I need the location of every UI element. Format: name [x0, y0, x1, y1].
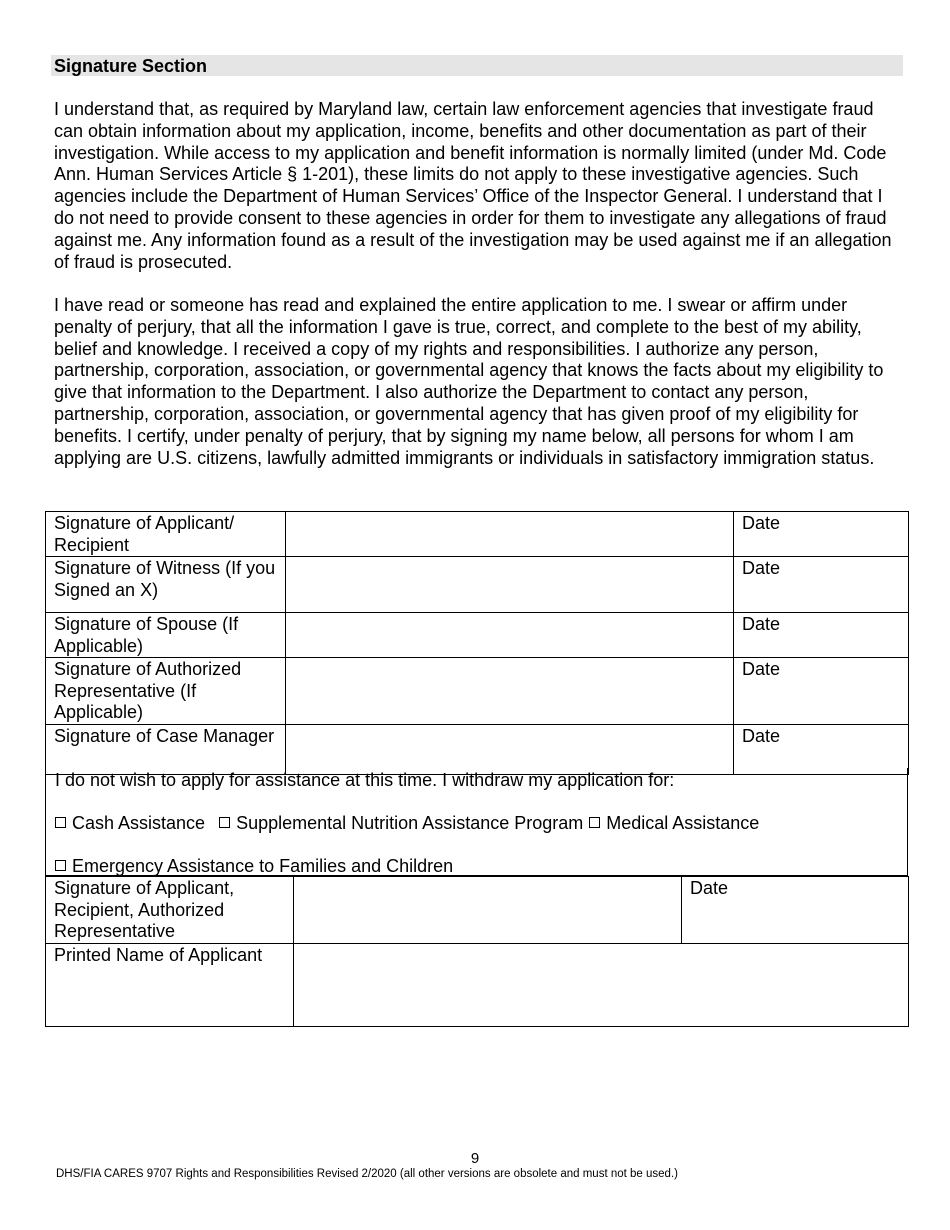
- signature-representative-field[interactable]: [286, 658, 734, 725]
- signature-applicant-label: Signature of Applicant/ Recipient: [46, 512, 286, 557]
- signature-witness-label: Signature of Witness (If you Signed an X): [46, 557, 286, 613]
- form-footer: DHS/FIA CARES 9707 Rights and Responsibilities Revised 2/2020 (all other versions are obsolete and must not be used.): [56, 1168, 678, 1180]
- option-label: Cash Assistance: [72, 813, 206, 833]
- option-snap[interactable]: [219, 813, 583, 833]
- option-label: Emergency Assistance to Families and Children: [72, 856, 454, 876]
- signature-table: [45, 511, 909, 775]
- withdraw-options-row: [55, 813, 765, 835]
- option-label: Medical Assistance: [606, 813, 760, 833]
- table-row: [46, 658, 909, 725]
- printed-name-field[interactable]: [294, 943, 909, 1026]
- withdraw-signature-table: [45, 876, 909, 1027]
- date-field[interactable]: Date: [734, 613, 909, 658]
- checkbox[interactable]: [219, 817, 230, 828]
- checkbox[interactable]: [55, 817, 66, 828]
- table-row: [46, 512, 909, 557]
- table-row: [46, 557, 909, 613]
- date-field[interactable]: Date: [734, 724, 909, 774]
- fraud-investigation-paragraph: I understand that, as required by Maryland law, certain law enforcement agencies that investigate fraud can obtain information about my application, income, benefits and other documentation as part of their investigation. While access to my application and benefit information is normally limited (under Md. Code Ann. Human Services Article § 1-201), these limits do not apply to these investigative agencies. Such agencies include the Department of Human Services’ Office of the Inspector General. I understand that I do not need to provide consent to these agencies in order for them to investigate any allegations of fraud against me. Any information found as a result of the investigation may be used against me if an allegation of fraud is prosecuted.: [54, 99, 892, 272]
- page-number: 9: [470, 1150, 480, 1167]
- signature-spouse-field[interactable]: [286, 613, 734, 658]
- checkbox[interactable]: [55, 860, 66, 871]
- signature-representative-label: Signature of Authorized Representative (If Applicable): [46, 658, 286, 725]
- signature-applicant-field[interactable]: [286, 512, 734, 557]
- withdraw-signature-label: Signature of Applicant, Recipient, Authorized Representative: [46, 877, 294, 944]
- table-row: [46, 943, 909, 1026]
- checkbox[interactable]: [589, 817, 600, 828]
- option-emergency-assistance[interactable]: [55, 856, 453, 878]
- date-field[interactable]: Date: [734, 557, 909, 613]
- perjury-affirmation-paragraph: I have read or someone has read and explained the entire application to me. I swear or affirm under penalty of perjury, that all the information I gave is true, correct, and complete to the best of my ability, belief and knowledge. I received a copy of my rights and responsibilities. I authorize any person, partnership, corporation, association, or governmental agency that knows the facts about my eligibility to give that information to the Department. I also authorize the Department to contact any person, partnership, corporation, association, or governmental agency that has given proof of my eligibility for benefits. I certify, under penalty of perjury, that by signing my name below, all persons for whom I am applying are U.S. citizens, lawfully admitted immigrants or individuals in satisfactory immigration status.: [54, 295, 884, 468]
- option-medical-assistance[interactable]: [589, 813, 759, 833]
- signature-witness-field[interactable]: [286, 557, 734, 613]
- signature-spouse-label: Signature of Spouse (If Applicable): [46, 613, 286, 658]
- date-field[interactable]: Date: [734, 512, 909, 557]
- printed-name-label: Printed Name of Applicant: [46, 943, 294, 1026]
- signature-case-manager-field[interactable]: [286, 724, 734, 774]
- table-row: [46, 613, 909, 658]
- option-label: Supplemental Nutrition Assistance Program: [236, 813, 584, 833]
- withdraw-intro: I do not wish to apply for assistance at this time. I withdraw my application for:: [55, 770, 675, 790]
- date-field[interactable]: Date: [682, 877, 909, 944]
- withdraw-signature-field[interactable]: [294, 877, 682, 944]
- withdraw-application-box: [45, 768, 908, 876]
- date-field[interactable]: Date: [734, 658, 909, 725]
- table-row: [46, 724, 909, 774]
- signature-case-manager-label: Signature of Case Manager: [46, 724, 286, 774]
- section-title: Signature Section: [54, 56, 208, 76]
- option-cash-assistance[interactable]: [55, 813, 205, 833]
- table-row: [46, 877, 909, 944]
